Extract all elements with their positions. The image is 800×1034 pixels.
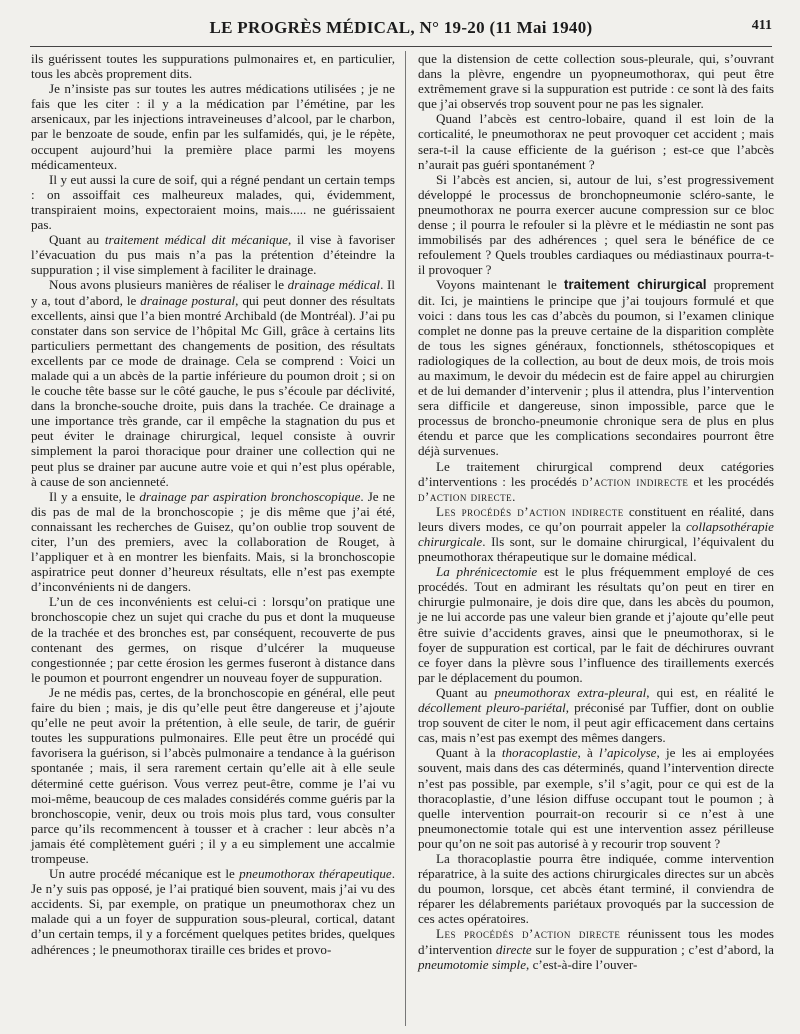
text-run: , préconisé par Tuffier, dont on oublie trop souvent de citer le nom, il peut agir efficacement dans certains cas, mais n’est pas exempt des mêmes dangers. (418, 700, 774, 746)
paragraph (31, 277, 395, 488)
paragraph: Je n’insiste pas sur toutes les autres médications utilisées ; je ne fais que les citer : il y a la médication par l’émétine, par les arsenicaux, par les injections intraveineuses d’alcool, par le charbon, par le benzoate de soude, enfin par les sulfamidés, qui, je le répète, occupent aujourd’hui la première place parmi les moyens médicamenteux. (31, 81, 395, 172)
paragraph (418, 685, 774, 745)
right-column (418, 51, 774, 972)
paragraph (418, 745, 774, 851)
paragraph (418, 564, 774, 685)
text-run: sur le foyer de suppuration ; c’est d’abord, la (531, 941, 774, 957)
paragraph (418, 504, 774, 564)
text-run: réunissent tous les modes d’intervention (418, 926, 774, 957)
text-run: . (512, 488, 516, 504)
italic-term: pneumothorax extra-pleural (494, 684, 647, 700)
italic-term: pneumothorax thérapeutique (239, 866, 392, 882)
italic-term: directe (495, 941, 532, 957)
paragraph (31, 489, 395, 595)
text-run: , qui peut donner des résultats excellents, ainsi que l’a bien montré Archibald (de Montréal). J’ai pu constater dans son service de l’hôpital Mc Gill, grâce à certains lits particuliers permettant des changements de position, des résultats excellents par ce mode de drainage. Cela se comprend : Voici un malade qui a un abcès de la partie inférieure du poumon droit ; si on le couche tête basse sur le côté gauche, le pus s’écoule par déclivité, dans la bronche-souche droite, puis dans la trachée. Ce drainage a une importance très grande, car il empêche la stagnation du pus et peut éviter le drainage chirurgical, lequel consiste à ouvrir simplement la paroi thoracique pour drainer une collection qui ne peut plus se drainer par aucune autre voie et qui n’est plus opérable, à cause de son ancienneté. (31, 292, 395, 489)
italic-term: décollement pleuro-pariétal (418, 700, 566, 716)
italic-term: La phrénicectomie (436, 564, 538, 580)
italic-term: thoracoplastie (501, 745, 578, 761)
text-run: , il vise à favoriser l’évacuation du pus mais n’a pas la prétention d’éteindre la suppuration ; il vise simplement à faciliter le drainage. (31, 232, 396, 278)
paragraph (31, 866, 395, 957)
smallcaps-term: Les procédés d’action indirecte (436, 503, 624, 519)
page-number: 411 (751, 18, 772, 33)
text-run: Quant au (436, 684, 495, 700)
text-run: . Il y a, tout d’abord, le (31, 277, 395, 308)
italic-term: l’apicolyse (599, 745, 657, 761)
smallcaps-term: d’action indirecte (582, 473, 689, 489)
paragraph: ils guérissent toutes les suppurations pulmonaires et, en particulier, tous les abcès proprement dits. (31, 51, 395, 82)
paragraph (418, 277, 774, 458)
paragraph (31, 232, 395, 277)
text-run: , je les ai employées souvent, mais dans des cas déterminés, quand l’intervention directe n’est pas possible, par exemple, s’il s’agit, pour ce qui est de la thoracoplastie, d’une lésion diffuse occupant tout le poumon ; à quelle intervention pourrait-on recourir si ce n’est à une pneumonectomie totale qui est une intervention assez périlleuse pour qu’on ne soit pas autorisé à y recourir trop souvent ? (418, 745, 774, 851)
text-run: . Je ne dis pas de mal de la bronchoscopie ; je dis même que j’ai été, connaissant les recherches de Guisez, qu’on oublie trop souvent de citer, l’un des premiers, avec la collaboration de Rouget, à l’appliquer et à en montrer les bienfaits. Mais, si la bronchoscopie aspiratrice peut donner d’heureux résultats, elle n’est pas exempte d’inconvénients ni de dangers. (31, 488, 395, 595)
text-run: , c’est-à-dire l’ouver- (526, 956, 638, 972)
text-run: Quant à la (436, 745, 502, 761)
italic-term: drainage par aspiration bronchoscopique (139, 488, 361, 504)
italic-term: pneumotomie simple (418, 956, 527, 972)
text-run: , à (577, 745, 600, 761)
italic-term: drainage postural (140, 292, 236, 308)
smallcaps-term: Les procédés d’action directe (436, 926, 621, 942)
italic-term: traitement médical dit mécanique (104, 232, 288, 248)
paragraph: Quand l’abcès est centro-lobaire, quand il est loin de la corticalité, le pneumothorax ne peut provoquer cet accident ; mais sera-t-il la cause efficiente de la guérison ; est-ce que l’abcès n’aurait pas guéri spontanément ? (418, 111, 774, 172)
text-run: est le plus fréquemment employé de ces procédés. Tout en admirant les résultats qu’on peut en tirer en chirurgie pulmonaire, je dois dire que, dans les abcès du poumon, je ne lui accorde pas une valeur bien grande et j’ajoute qu’elle peut être suivie d’accidents graves, ainsi que le pneumothorax, si le foyer de suppuration est cortical, par le fait de déchirures ouvrant ce foyer dans la plèvre sous l’influence des tiraillements exercés par le déplacement du poumon. (418, 564, 774, 685)
text-run: Quant au (49, 232, 105, 248)
running-header (30, 18, 772, 40)
paragraph: La thoracoplastie pourra être indiquée, comme intervention réparatrice, à la suite des actions chirurgicales directes sur un abcès du poumon, lorsque, cet abcès étant terminé, il conviendra de réparer les délabrements pariétaux provoqués par la succession de ces actes opératoires. (418, 850, 774, 927)
text-run: , qui est, en réalité le (646, 684, 774, 700)
paragraph: Si l’abcès est ancien, si, autour de lui, s’est progressivement développé le processus de bronchopneumonie scléro-sante, le pneumothorax ne pourra exercer aucune compression sur ce bloc dense ; il pourra le refouler si la plèvre et le médiastin ne sont pas immobilisés par des adhérences ; quel sera le bénéfice de ce refoulement ? Quels troubles cardiaques ou médiastinaux pourra-t-il provoquer ? (418, 171, 774, 278)
italic-term: collapsothérapie chirurgicale (418, 518, 774, 549)
paragraph: que la distension de cette collection sous-pleurale, qui, s’ouvrant dans la plèvre, engendre un pyopneumothorax, qui peut être extrêmement grave si la suppuration est putride : ce sont là des faits que j’ai observés trop souvent pour ne pas les signaler. (418, 51, 774, 112)
text-run: constituent en réalité, dans leurs divers modes, ce qu’on pourrait appeler la (418, 503, 774, 534)
text-run: Voyons maintenant le (436, 277, 564, 293)
text-run: . Je n’y suis pas opposé, je l’ai pratiqué bien souvent, mais j’ai vu des accidents. Si, par exemple, on pratique un pneumothorax chez un malade qui a un foyer de suppuration sous-pleural, cortical, datant d’un certain temps, il y a forcément quelques petites brides, quelques adhérences ; le pneumothorax tiraille ces brides et provo- (31, 866, 396, 957)
text-run: Le traitement chirurgical comprend deux catégories d’interventions : les procédés (418, 458, 774, 489)
text-run: et les procédés (688, 473, 774, 489)
smallcaps-term: d’action directe (418, 488, 513, 504)
paragraph: Je ne médis pas, certes, de la bronchoscopie en général, elle peut faire du bien ; mais, je dis qu’elle peut être dangereuse et j’ajoute qu’elle ne peut avoir la prétention, à elle seule, de tarir, de guérir toutes les suppurations pulmonaires. Elle peut être un procédé qui favorisera la guérison, si l’abcès pulmonaire a tendance à la guérison spontanée ; mais, il sera rarement certain qu’elle ait à elle seule déterminé cette guérison. Vous verrez peut-être, comme je l’ai vu moi-même, beaucoup de ces malades considérés comme guéris par la bronchoscopie, venir, deux ou trois mois plus tard, vous consulter parce qu’ils recommencent à tousser et à cracher : leur abcès n’a jamais été complètement guéri ; il y a eu simplement une accalmie trompeuse. (31, 684, 395, 866)
text-run: . Ils sont, sur le domaine chirurgical, l’équivalent du pneumothorax thérapeutique sur le domaine médical. (418, 534, 774, 565)
journal-title: LE PROGRÈS MÉDICAL, N° 19-20 (11 Mai 1940) (209, 18, 593, 37)
paragraph: L’un de ces inconvénients est celui-ci : lorsqu’on pratique une bronchoscopie chez un sujet qui crache du pus et dont la muqueuse de la trachée et des bronches est, par conséquent, recouverte de pus contenant des germes, on risque d’ulcérer la muqueuse congestionnée ; par cette érosion les germes fuseront à distance dans le poumon et pourront engendrer un nouveau foyer de suppuration. (31, 594, 395, 685)
column-divider (405, 51, 406, 1026)
header-rule (30, 46, 772, 47)
left-column (31, 51, 395, 957)
text-run: Un autre procédé mécanique est le (49, 866, 240, 882)
paragraph: Il y eut aussi la cure de soif, qui a régné pendant un certain temps : on assoiffait ces malheureux malades, qui, évidemment, transpiraient moins, expectoraient moins, mais..... ne guérissaient pas. (31, 171, 395, 233)
paragraph (418, 459, 774, 504)
text-run: Nous avons plusieurs manières de réaliser le (49, 277, 288, 293)
bold-term: traitement chirurgical (563, 277, 707, 293)
paragraph (418, 926, 774, 971)
text-run: proprement dit. Ici, je maintiens le principe que j’ai toujours formulé et que voici : dans tous les cas d’abcès du poumon, si l’examen clinique complet ne donne pas la preuve certaine de la disparition complète de tous les signes généraux, fonctionnels, sthétoscopiques et radiologiques de la collection, au bout de deux mois, de trois mois au maximum, le devoir du médecin est de faire appel au chirurgien et de lui demander d’intervenir ; plus il attendra, plus l’intervention sera difficile et dangereuse, sinon impossible, parce que le processus de broncho-pneumonie chronique sera de plus en plus étendu et parce que les complications secondaires pourront être déjà survenues. (418, 277, 774, 459)
italic-term: drainage médical (287, 277, 381, 293)
text-run: Il y a ensuite, le (49, 488, 140, 504)
